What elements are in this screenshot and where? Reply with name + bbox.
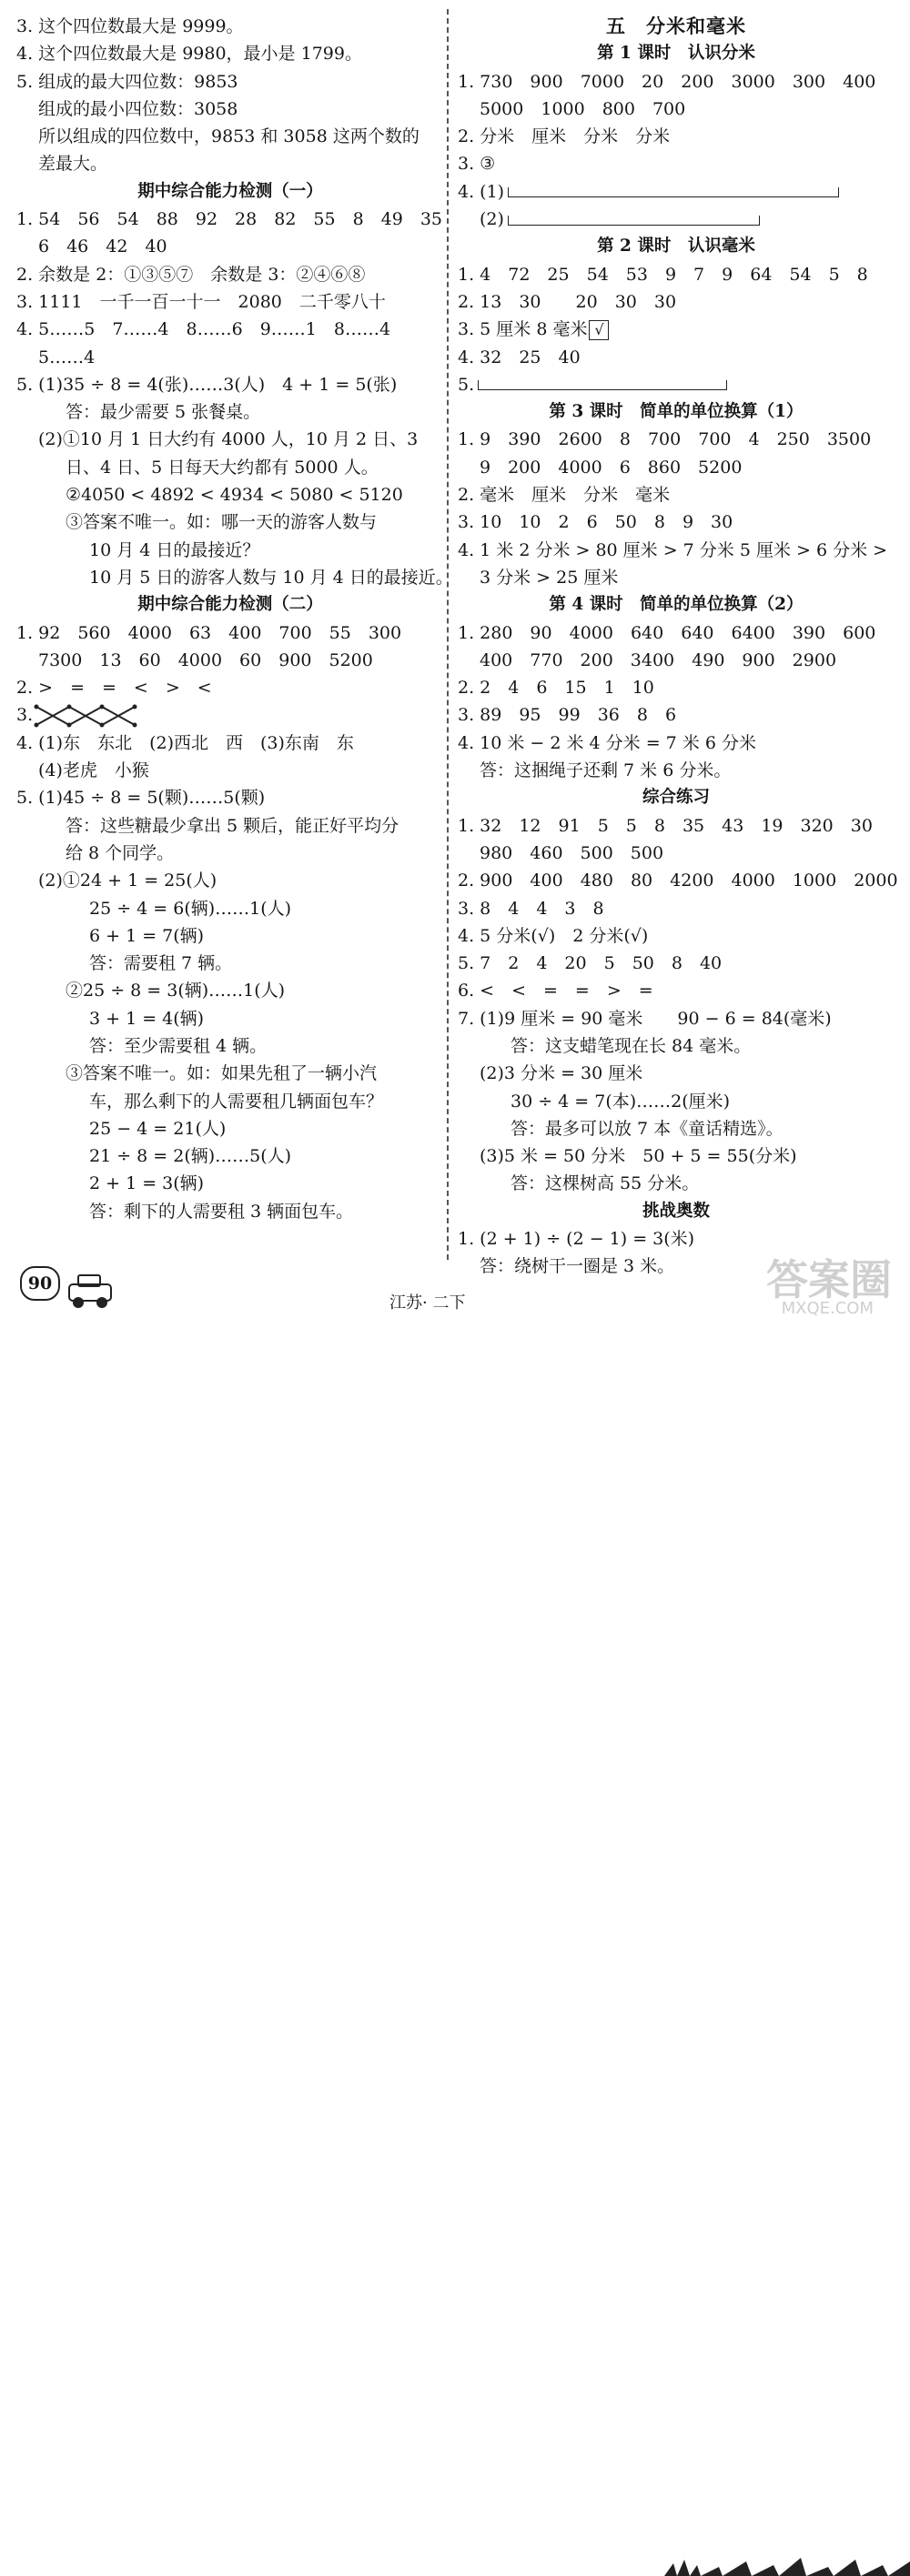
answer-text: 1. 54 56 54 88 92 28 82 55 8 49 35	[16, 209, 443, 230]
answer-line	[16, 206, 444, 233]
answer-line	[16, 784, 444, 811]
answer-line	[458, 812, 895, 840]
answer-line	[458, 730, 895, 757]
answer-line	[458, 150, 895, 177]
answer-text: 4. 这个四位数最大是 9980，最小是 1799。	[16, 44, 362, 65]
watermark-url: MXQE.COM	[781, 1299, 874, 1318]
answer-text: 5. 组成的最大四位数：9853	[16, 71, 238, 92]
answer-text: 4. 32 25 40	[458, 347, 581, 367]
answer-text: 10 月 4 日的最接近？	[89, 539, 260, 560]
answer-line	[458, 1170, 895, 1197]
answer-text: (4)老虎 小猴	[38, 760, 149, 781]
answer-line	[16, 316, 444, 343]
answer-line	[458, 344, 895, 371]
answer-line	[458, 1142, 895, 1170]
answer-line	[16, 564, 453, 591]
answer-line	[458, 1115, 895, 1142]
answer-text: 2. 毫米 厘米 分米 毫米	[458, 485, 671, 506]
answer-line	[458, 977, 895, 1004]
answer-line	[458, 288, 895, 316]
answer-text: 1. 4 72 25 54 53 9 7 9 64 54 5 8	[458, 264, 868, 285]
answer-text: (3)5 米 = 50 分米 50 + 5 = 55(分米)	[480, 1146, 797, 1167]
answer-text: 5000 1000 800 700	[480, 98, 686, 119]
answer-line	[458, 206, 895, 233]
answer-line	[16, 426, 444, 453]
section-heading	[16, 178, 444, 206]
answer-text: 1. 92 560 4000 63 400 700 55 300	[16, 622, 402, 643]
answer-text: 400 770 200 3400 490 900 2900	[480, 649, 837, 670]
section-heading	[458, 784, 895, 811]
answer-text: 答：这些糖最少拿出 5 颗后，能正好平均分	[66, 815, 399, 836]
answer-line	[16, 96, 444, 123]
answer-line	[16, 508, 444, 536]
right-column	[458, 13, 898, 1281]
answer-line	[16, 454, 444, 481]
answer-line	[16, 1032, 444, 1060]
answer-text: 3. 1111 一千一百一十一 2080 二千零八十	[16, 291, 386, 312]
answer-line	[16, 1005, 444, 1032]
answer-text: 4. (1)	[458, 181, 505, 202]
answer-text: 1. 730 900 7000 20 200 3000 300 400	[458, 71, 876, 92]
answer-line	[16, 730, 444, 757]
answer-text: 所以组成的四位数中，9853 和 3058 这两个数的	[38, 126, 420, 147]
answer-text: ③答案不唯一。如：哪一天的游客人数与	[66, 512, 378, 533]
answer-line	[458, 922, 895, 950]
answer-text: 5. (1)35 ÷ 8 = 4(张)……3(人) 4 + 1 = 5(张)	[16, 374, 398, 395]
answer-text: 2. 余数是 2：①③⑤⑦ 余数是 3：②④⑥⑧	[16, 264, 366, 285]
answer-line	[16, 537, 444, 564]
answer-text: 答：需要租 7 辆。	[89, 953, 233, 974]
answer-text: 答：这捆绳子还剩 7 米 6 分米。	[480, 760, 732, 781]
answer-line	[16, 261, 444, 288]
section-heading	[458, 40, 895, 67]
answer-text: 3 分米 > 25 厘米	[480, 567, 619, 588]
answer-text: 3. ③	[458, 154, 496, 175]
answer-text: 1. 9 390 2600 8 700 700 4 250 3500	[458, 429, 872, 450]
answer-text: 日、4 日、5 日每天大约都有 5000 人。	[66, 457, 379, 478]
section-heading	[458, 591, 895, 619]
answer-text: 9 200 4000 6 860 5200	[480, 457, 743, 478]
answer-text: 挑战奥数	[642, 1201, 710, 1221]
answer-line	[16, 1142, 444, 1170]
answer-line	[458, 371, 895, 398]
answer-line	[16, 481, 444, 508]
answer-text: 25 − 4 = 21(人)	[89, 1118, 227, 1139]
answer-line	[458, 647, 895, 674]
answer-text: (2)	[480, 209, 504, 230]
answer-line	[16, 68, 444, 96]
answer-line	[458, 178, 895, 206]
answer-text: 3. 89 95 99 36 8 6	[458, 705, 677, 726]
left-column	[16, 13, 453, 1225]
answer-text: 3. 10 10 2 6 50 8 9 30	[458, 512, 733, 533]
answer-text: 4. 5 分米(√) 2 分米(√)	[458, 925, 649, 946]
answer-line	[16, 922, 444, 950]
answer-line	[458, 867, 898, 894]
section-heading	[458, 1198, 895, 1225]
answer-line	[458, 564, 895, 591]
answer-text: 2. 900 400 480 80 4200 4000 1000 2000	[458, 870, 898, 891]
answer-text: 2. 分米 厘米 分米 分米	[458, 126, 671, 147]
answer-text: 5. (1)45 ÷ 8 = 5(颗)……5(颗)	[16, 788, 266, 809]
answer-text: 答：最少需要 5 张餐桌。	[66, 402, 261, 423]
answer-line	[16, 398, 444, 426]
answer-text: 21 ÷ 8 = 2(辆)……5(人)	[89, 1146, 292, 1167]
answer-line	[458, 316, 895, 343]
answer-line	[458, 1005, 895, 1032]
answer-text: 1. (2 + 1) ÷ (2 − 1) = 3(米)	[458, 1229, 695, 1250]
answer-line	[16, 288, 444, 316]
answer-text: 车，那么剩下的人需要租几辆面包车？	[89, 1091, 384, 1112]
answer-line	[458, 950, 895, 977]
answer-text: 3. 5 厘米 8 毫米	[458, 319, 588, 340]
answer-text: (2)①10 月 1 日大约有 4000 人，10 月 2 日、3	[38, 429, 419, 450]
answer-line	[458, 426, 895, 453]
answer-line	[458, 123, 895, 150]
answer-line	[458, 1032, 895, 1060]
answer-line	[16, 701, 444, 729]
answer-text: 30 ÷ 4 = 7(本)……2(厘米)	[511, 1091, 731, 1112]
answer-text: 6. < < = = > =	[458, 981, 653, 1001]
answer-line	[16, 977, 444, 1004]
answer-text: (2)①24 + 1 = 25(人)	[38, 870, 217, 891]
answer-line	[458, 96, 895, 123]
answer-text: 答：至少需要租 4 辆。	[89, 1035, 268, 1056]
answer-text: 5.	[458, 374, 475, 395]
answer-text: 4. 10 米 − 2 米 4 分米 = 7 米 6 分米	[458, 732, 756, 753]
matching-lines	[33, 703, 169, 729]
section-heading	[16, 591, 444, 619]
answer-text: 2. > = = < > <	[16, 678, 212, 699]
answer-text: 5. 7 2 4 20 5 50 8 40	[458, 953, 723, 974]
answer-text: 五 分米和毫米	[606, 15, 746, 37]
answer-text: 7. (1)9 厘米 = 90 毫米 90 − 6 = 84(毫米)	[458, 1008, 832, 1029]
answer-line	[458, 508, 895, 536]
answer-text: 4. 1 米 2 分米 > 80 厘米 > 7 分米 5 厘米 > 6 分米 >	[458, 539, 888, 560]
answer-line	[16, 812, 444, 840]
answer-line	[458, 895, 895, 922]
answer-line	[458, 701, 895, 729]
answer-line	[458, 674, 895, 701]
section-heading	[458, 233, 895, 260]
answer-line	[16, 950, 444, 977]
answer-line	[458, 840, 895, 867]
answer-line	[16, 895, 444, 922]
answer-line	[458, 1088, 895, 1115]
answer-line	[16, 13, 444, 40]
answer-text: 第 3 课时 简单的单位换算（1）	[549, 402, 804, 422]
answer-text: ②4050 < 4892 < 4934 < 5080 < 5120	[66, 485, 403, 506]
answer-line	[16, 647, 444, 674]
answer-text: 6 + 1 = 7(辆)	[89, 925, 205, 946]
answer-line	[16, 123, 444, 150]
check-box: √	[589, 320, 609, 340]
column-divider	[447, 9, 449, 1260]
answer-text: (2)3 分米 = 30 厘米	[480, 1063, 643, 1084]
answer-text: 4. 5……5 7……4 8……6 9……1 8……4	[16, 319, 391, 340]
answer-text: 3 + 1 = 4(辆)	[89, 1008, 205, 1029]
answer-text: 2. 2 4 6 15 1 10	[458, 678, 654, 699]
answer-text: 答：剩下的人需要租 3 辆面包车。	[89, 1201, 354, 1222]
line-segment	[508, 216, 760, 226]
answer-line	[458, 481, 895, 508]
answer-text: 第 1 课时 认识分米	[597, 44, 755, 64]
answer-line	[458, 68, 895, 96]
answer-text: 给 8 个同学。	[66, 842, 175, 863]
answer-text: 答：这支蜡笔现在长 84 毫米。	[511, 1035, 752, 1056]
answer-line	[16, 757, 444, 784]
answer-line	[16, 150, 444, 177]
answer-text: 3. 8 4 4 3 8	[458, 898, 604, 919]
line-segment	[508, 187, 839, 197]
answer-text: 10 月 5 日的游客人数与 10 月 4 日的最接近。	[89, 567, 453, 588]
answer-text: 差最大。	[38, 154, 108, 175]
answer-text: 答：这棵树高 55 分米。	[511, 1173, 700, 1194]
grass-icon	[664, 2554, 910, 2576]
answer-text: ③答案不唯一。如：如果先租了一辆小汽	[66, 1063, 378, 1084]
answer-text: 答：绕树干一圈是 3 米。	[480, 1256, 675, 1277]
answer-line	[16, 40, 444, 67]
answer-line	[16, 1115, 444, 1142]
answer-text: 1. 280 90 4000 640 640 6400 390 600	[458, 622, 876, 643]
answer-line	[16, 1088, 444, 1115]
answer-line	[16, 233, 444, 260]
answer-text: 综合练习	[642, 788, 710, 808]
answer-line	[458, 619, 895, 647]
answer-text: 5……4	[38, 347, 96, 367]
answer-line	[458, 454, 895, 481]
answer-line	[16, 674, 444, 701]
answer-line	[16, 619, 444, 647]
answer-text: 期中综合能力检测（一）	[137, 181, 323, 201]
answer-text: 2. 13 30 20 30 30	[458, 291, 677, 312]
answer-text: 4. (1)东 东北 (2)西北 西 (3)东南 东	[16, 732, 354, 753]
car-icon	[64, 1272, 118, 1310]
answer-text: 980 460 500 500	[480, 842, 664, 863]
answer-text: 2 + 1 = 3(辆)	[89, 1173, 205, 1194]
answer-line	[458, 1060, 895, 1087]
answer-line	[16, 371, 444, 398]
answer-text: ②25 ÷ 8 = 3(辆)……1(人)	[66, 981, 286, 1001]
answer-line	[458, 757, 895, 784]
page-number: 90	[20, 1266, 60, 1301]
answer-line	[16, 840, 444, 867]
line-segment	[478, 380, 727, 390]
answer-text: 期中综合能力检测（二）	[137, 595, 323, 615]
edition-label: 江苏· 二下	[389, 1293, 466, 1313]
answer-line	[16, 344, 444, 371]
answer-text: 6 46 42 40	[38, 236, 167, 257]
answer-text: 1. 32 12 91 5 5 8 35 43 19 320 30	[458, 815, 873, 836]
watermark-logo: 答案圈	[766, 1255, 892, 1304]
answer-text: 3.	[16, 705, 34, 726]
answer-text: 第 2 课时 认识毫米	[597, 236, 755, 257]
section-heading	[458, 398, 895, 426]
answer-line	[16, 1198, 444, 1225]
answer-line	[458, 261, 895, 288]
answer-text: 组成的最小四位数：3058	[38, 98, 238, 119]
section-heading	[458, 13, 895, 40]
answer-line	[16, 867, 444, 894]
answer-line	[16, 1170, 444, 1197]
answer-text: 3. 这个四位数最大是 9999。	[16, 16, 244, 36]
answer-text: 第 4 课时 简单的单位换算（2）	[549, 595, 804, 615]
answer-line	[458, 537, 895, 564]
answer-text: 25 ÷ 4 = 6(辆)……1(人)	[89, 898, 292, 919]
answer-text: 答：最多可以放 7 本《童话精选》。	[511, 1118, 784, 1139]
answer-text: 7300 13 60 4000 60 900 5200	[38, 649, 373, 670]
answer-line	[16, 1060, 444, 1087]
